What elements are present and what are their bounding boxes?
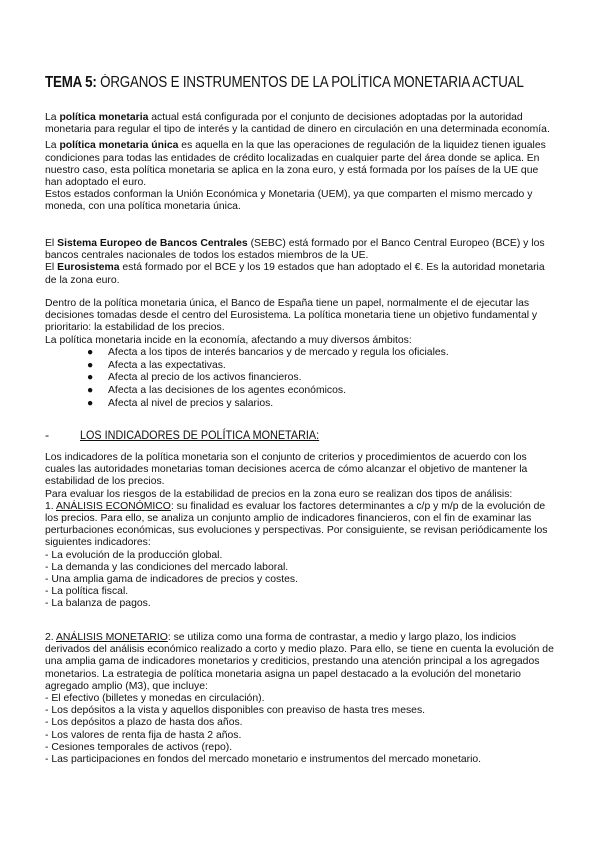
institutions-paragraph-1	[45, 238, 557, 262]
indicators-section	[45, 452, 557, 611]
heading-dash: -	[45, 428, 50, 442]
economic-indicators-list	[45, 550, 557, 611]
list-item	[45, 360, 557, 373]
intro-paragraph-1	[45, 112, 557, 136]
bullet-icon: ●	[87, 372, 94, 384]
text-run: actual está configurada por el conjunto de decisiones adoptadas por la autoridad monetaria para regular el tipo de interés y la cantidad de dinero en circulación en una determinada economía.	[45, 112, 550, 136]
list-item: - La evolución de la producción global.	[45, 549, 223, 561]
indicators-paragraph-1: Los indicadores de la política monetaria son el conjunto de criterios y procedimientos de acuerdo con los cuales las autoridades monetarias toman decisiones acerca de cómo alcanzar el objetivo de mantener la estabilidad de los precios.	[45, 452, 528, 488]
m3-components-list	[45, 693, 557, 766]
text-run: : se utiliza como una forma de contrastar, a medio y largo plazo, los indicios derivados del análisis económico realizado a corto y medio plazo. Para ello, se tiene en cuenta la evolución de una amplia gama de indicadores monetarios y crediticios, prestando una atención principal a los agregados monetarios. La estrategia de política monetaria asigna un papel destacado a la evolución del monetario agregado amplio (M3), que incluye:	[45, 632, 554, 692]
term-politica-monetaria: política monetaria	[59, 112, 149, 123]
list-item-text: Afecta a las decisiones de los agentes económicos.	[108, 385, 346, 397]
list-item	[45, 385, 557, 398]
bullet-icon: ●	[87, 398, 94, 409]
heading-text: LOS INDICADORES DE POLÍTICA MONETARIA:	[80, 428, 320, 442]
list-item: - La política fiscal.	[45, 586, 129, 598]
list-item: - Los valores de renta fija de hasta 2 años.	[45, 729, 242, 741]
intro-section	[45, 112, 557, 214]
intro-paragraph-3: Estos estados conforman la Unión Económica y Monetaria (UEM), ya que comparten el mismo mercado y moneda, con una política monetaria única.	[45, 189, 533, 213]
list-item: - Cesiones temporales de activos (repo).	[45, 741, 233, 753]
list-item-text: Afecta al precio de los activos financieros.	[108, 372, 302, 384]
effects-list	[45, 347, 557, 411]
list-item: - Los depósitos a plazo de hasta dos años.	[45, 717, 243, 729]
page-title	[45, 74, 524, 92]
text-run: La	[45, 112, 60, 123]
item-number: 2.	[45, 632, 56, 643]
list-item: - Los depósitos a la vista y aquellos disponibles con preaviso de hasta tres meses.	[45, 705, 426, 717]
bullet-icon: ●	[87, 359, 94, 371]
intro-paragraph-2	[45, 140, 557, 189]
list-item-text: Afecta a las expectativas.	[108, 359, 226, 371]
indicators-paragraph-2: Para evaluar los riesgos de la estabilidad de precios en la zona euro se realizan dos tipos de análisis:	[45, 488, 513, 500]
text-run: (SEBC) está formado por el Banco Central Europeo (BCE) y los bancos centrales nacionales de todos los estados miembros de la UE.	[45, 238, 545, 262]
list-item: - La balanza de pagos.	[45, 598, 151, 610]
economic-analysis-label: ANÁLISIS ECONÓMICO	[55, 500, 171, 512]
list-item: - La demanda y las condiciones del mercado laboral.	[45, 561, 289, 573]
institutions-section	[45, 238, 557, 287]
list-item-text: Afecta a los tipos de interés bancarios y de mercado y regula los oficiales.	[108, 346, 449, 358]
term-eurosistema: Eurosistema	[57, 262, 120, 274]
term-politica-monetaria-unica: política monetaria única	[59, 140, 179, 152]
list-item: - Las participaciones en fondos del mercado monetario e instrumentos del mercado monetario.	[45, 754, 482, 766]
text-run: El	[45, 238, 58, 249]
list-item	[45, 398, 557, 411]
monetary-analysis-paragraph	[45, 632, 557, 693]
text-run: La	[45, 140, 60, 152]
title-prefix: TEMA 5:	[45, 74, 97, 91]
term-sebc: Sistema Europeo de Bancos Centrales	[57, 238, 248, 249]
list-item	[45, 347, 557, 360]
text-run: es aquella en la que las operaciones de regulación de la liquidez tienen iguales condiciones para todas las entidades de crédito localizadas en cualquier parte del área donde se aplica. En nuestro caso, esta política monetaria se aplica en la zona euro, y está formada por los países de la UE que han adoptado el euro.	[45, 140, 546, 189]
bullet-icon: ●	[87, 346, 94, 358]
spain-section	[45, 298, 557, 411]
economic-analysis-paragraph	[45, 501, 557, 550]
institutions-paragraph-2	[45, 262, 557, 286]
spain-paragraph-2: La política monetaria incide en la economía, afectando a muy diversos ámbitos:	[45, 334, 412, 346]
list-item-text: Afecta al nivel de precios y salarios.	[108, 398, 274, 409]
list-item	[45, 372, 557, 385]
bullet-icon: ●	[87, 385, 94, 397]
list-item: - El efectivo (billetes y monedas en circulación).	[45, 693, 265, 705]
item-number: 1.	[45, 500, 56, 512]
text-run: está formado por el BCE y los 19 estados que han adoptado el €. Es la autoridad monetaria de la zona euro.	[45, 262, 545, 286]
list-item: - Una amplia gama de indicadores de precios y costes.	[45, 574, 298, 586]
title-text: ÓRGANOS E INSTRUMENTOS DE LA POLÍTICA MONETARIA ACTUAL	[100, 74, 524, 91]
monetary-analysis-label: ANÁLISIS MONETARIO	[55, 632, 168, 643]
text-run: : su finalidad es evaluar los factores determinantes a c/p y m/p de la evolución de los precios. Para ello, se analiza un conjunto amplio de indicadores financieros, con el fin de examinar las perturbaciones económicas, sus evoluciones y perspectivas. Por consiguiente, se revisan periódicamente los siguientes indicadores:	[45, 500, 548, 549]
monetary-section	[45, 632, 557, 766]
spain-paragraph-1: Dentro de la política monetaria única, el Banco de España tiene un papel, normalmente el de ejecutar las decisiones tomadas desde el centro del Eurosistema. La política monetaria tiene un objetivo fundamental y prioritario: la estabilidad de los precios.	[45, 298, 538, 334]
text-run: El	[45, 262, 58, 274]
